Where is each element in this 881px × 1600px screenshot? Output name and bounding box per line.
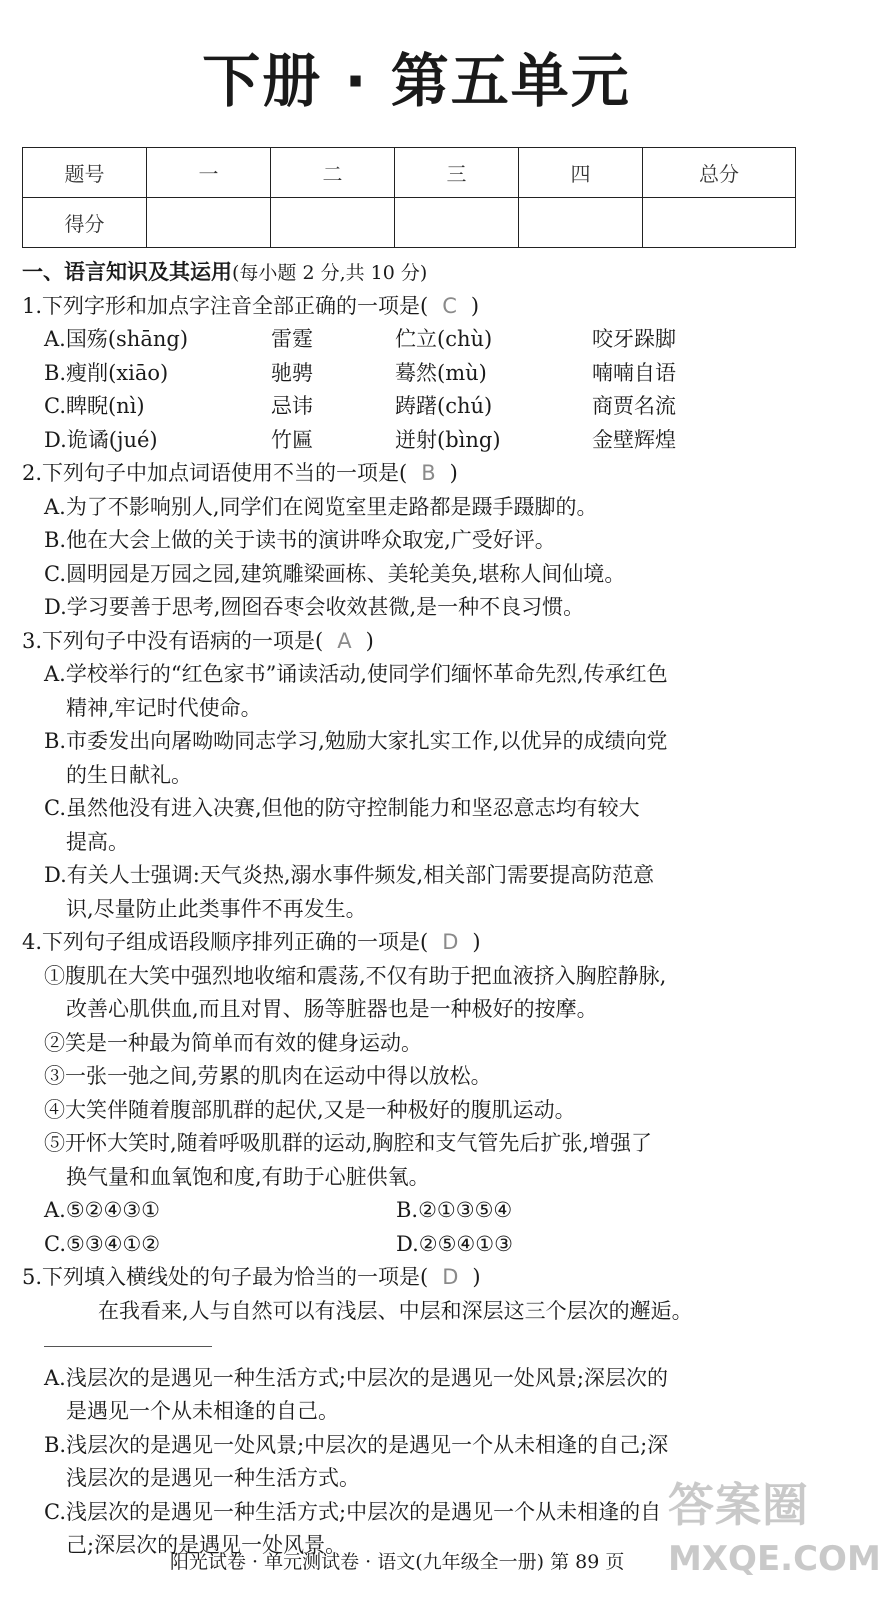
option-cell: A.⑤②④③① bbox=[44, 1198, 160, 1222]
section-title: 一、语言知识及其运用 bbox=[22, 260, 232, 284]
option-cell: D.②⑤④①③ bbox=[396, 1231, 513, 1256]
option-cell: B.瘦削(xiāo) bbox=[44, 360, 169, 385]
sentence-line: 换气量和血氧饱和度,有助于心脏供氧。 bbox=[66, 1164, 430, 1189]
sentence-line: ④大笑伴随着腹部肌群的起伏,又是一种极好的腹肌运动。 bbox=[44, 1097, 576, 1122]
score-table-cell bbox=[147, 198, 271, 248]
score-table-score-row bbox=[23, 198, 796, 248]
option-line: 浅层次的是遇见一种生活方式。 bbox=[66, 1466, 360, 1490]
option-cell: 商贾名流 bbox=[592, 394, 676, 418]
score-table-cell bbox=[271, 198, 395, 248]
option-line: 的生日献礼。 bbox=[66, 762, 192, 787]
watermark-text: 答案圈 bbox=[668, 1478, 809, 1532]
option-cell: 雷霆 bbox=[271, 327, 313, 351]
score-table-cell: 得分 bbox=[23, 198, 147, 248]
option-line: C.浅层次的是遇见一种生活方式;中层次的是遇见一个从未相逢的自 bbox=[44, 1499, 662, 1524]
option-cell: B.②①③⑤④ bbox=[396, 1198, 513, 1222]
option-cell: C.⑤③④①② bbox=[44, 1231, 161, 1256]
option-line: B.浅层次的是遇见一处风景;中层次的是遇见一个从未相逢的自己;深 bbox=[44, 1432, 669, 1457]
page-footer: 阳光试卷 · 单元测试卷 · 语文(九年级全一册) 第 89 页 bbox=[170, 1551, 625, 1573]
fill-blank-line bbox=[22, 1328, 812, 1362]
score-table-cell: 三 bbox=[395, 148, 519, 198]
option-cell: 咬牙跺脚 bbox=[592, 327, 676, 351]
score-table-cell: 二 bbox=[271, 148, 395, 198]
section-note: (每小题 2 分,共 10 分) bbox=[232, 262, 428, 284]
question-text: 1.下列字形和加点字注音全部正确的一项是( bbox=[22, 293, 429, 318]
score-table-cell: 总分 bbox=[643, 148, 796, 198]
question-1-option-row bbox=[22, 390, 812, 424]
option-line: A.浅层次的是遇见一种生活方式;中层次的是遇见一处风景;深层次的 bbox=[44, 1365, 668, 1390]
option-cell: 蓦然(mù) bbox=[395, 360, 487, 385]
question-body bbox=[22, 256, 812, 1563]
option-cell: 踌躇(chú) bbox=[395, 394, 493, 418]
option-line: 己;深层次的是遇见一处风景。 bbox=[66, 1533, 347, 1557]
answer-mark: C bbox=[442, 293, 457, 318]
option-line: B.市委发出向屠呦呦同志学习,勉励大家扎实工作,以优异的成绩向党 bbox=[44, 729, 668, 753]
score-table-cell bbox=[519, 198, 643, 248]
blank-rule bbox=[44, 1346, 212, 1347]
sentence-line: ③一张一弛之间,劳累的肌肉在运动中得以放松。 bbox=[44, 1064, 492, 1088]
section-heading bbox=[22, 256, 812, 290]
question-text: 4.下列句子组成语段顺序排列正确的一项是( bbox=[22, 930, 429, 954]
option-cell: 驰骋 bbox=[271, 360, 313, 385]
question-close: ) bbox=[365, 628, 374, 653]
question-text: 5.下列填入横线处的句子最为恰当的一项是( bbox=[22, 1265, 429, 1289]
option-line: D.学习要善于思考,囫囵吞枣会收效甚微,是一种不良习惯。 bbox=[44, 595, 585, 619]
option-cell: 迸射(bìng) bbox=[395, 427, 501, 452]
answer-mark: D bbox=[442, 1265, 459, 1289]
option-cell: C.睥睨(nì) bbox=[44, 394, 145, 418]
option-cell: D.诡谲(jué) bbox=[44, 427, 158, 452]
question-text: 3.下列句子中没有语病的一项是( bbox=[22, 628, 324, 653]
option-line: 是遇见一个从未相逢的自己。 bbox=[66, 1399, 339, 1423]
option-line: 识,尽量防止此类事件不再发生。 bbox=[66, 896, 367, 921]
option-cell: A.国殇(shāng) bbox=[44, 327, 189, 351]
option-cell: 忌讳 bbox=[271, 394, 313, 418]
option-line: D.有关人士强调:天气炎热,溺水事件频发,相关部门需要提高防范意 bbox=[44, 863, 655, 887]
sentence-line: ⑤开怀大笑时,随着呼吸肌群的运动,胸腔和支气管先后扩张,增强了 bbox=[44, 1131, 653, 1155]
option-line: C.虽然他没有进入决赛,但他的防守控制能力和坚忍意志均有较大 bbox=[44, 796, 640, 820]
option-row bbox=[22, 1194, 812, 1228]
option-line: C.圆明园是万园之园,建筑雕梁画栋、美轮美奂,堪称人间仙境。 bbox=[44, 561, 626, 586]
question-1-option-row bbox=[22, 424, 812, 458]
option-cell: 喃喃自语 bbox=[592, 360, 676, 385]
question-1-stem bbox=[22, 290, 812, 324]
page-title: 下册 · 第五单元 bbox=[202, 47, 631, 115]
score-table-cell bbox=[395, 198, 519, 248]
option-row bbox=[22, 1228, 812, 1262]
question-1-option-row bbox=[22, 323, 812, 357]
option-line: A.学校举行的“红色家书”诵读活动,使同学们缅怀革命先烈,传承红色 bbox=[44, 662, 668, 686]
score-table bbox=[22, 147, 796, 248]
question-2-stem bbox=[22, 457, 812, 491]
sentence-line: ②笑是一种最为简单而有效的健身运动。 bbox=[44, 1030, 422, 1055]
option-line: 精神,牢记时代使命。 bbox=[66, 695, 262, 720]
option-cell: 金壁辉煌 bbox=[592, 427, 676, 452]
score-table-header-row bbox=[23, 148, 796, 198]
question-close: ) bbox=[472, 1265, 481, 1289]
question-4-stem bbox=[22, 926, 812, 960]
question-close: ) bbox=[472, 930, 481, 954]
question-text: 2.下列句子中加点词语使用不当的一项是( bbox=[22, 461, 408, 485]
score-table-cell bbox=[643, 198, 796, 248]
passage-line: 在我看来,人与自然可以有浅层、中层和深层这三个层次的邂逅。 bbox=[98, 1298, 693, 1323]
answer-mark: D bbox=[442, 930, 459, 954]
question-close: ) bbox=[470, 293, 480, 318]
answer-mark: A bbox=[337, 628, 352, 653]
answer-mark: B bbox=[421, 461, 436, 485]
question-5-stem bbox=[22, 1261, 812, 1295]
sentence-line: ①腹肌在大笑中强烈地收缩和震荡,不仅有助于把血液挤入胸腔静脉, bbox=[44, 963, 667, 988]
sentence-line: 改善心肌供血,而且对胃、肠等脏器也是一种极好的按摩。 bbox=[66, 997, 598, 1021]
score-table-cell: 题号 bbox=[23, 148, 147, 198]
watermark-logo bbox=[668, 1478, 881, 1592]
option-line: 提高。 bbox=[66, 829, 129, 854]
score-table-cell: 一 bbox=[147, 148, 271, 198]
question-1-option-row bbox=[22, 357, 812, 391]
option-line: A.为了不影响别人,同学们在阅览室里走路都是蹑手蹑脚的。 bbox=[44, 494, 598, 519]
watermark-url: MXQE.COM bbox=[668, 1539, 881, 1579]
option-cell: 竹匾 bbox=[271, 427, 313, 452]
option-line: B.他在大会上做的关于读书的演讲哗众取宠,广受好评。 bbox=[44, 528, 556, 552]
score-table-cell: 四 bbox=[519, 148, 643, 198]
question-3-stem bbox=[22, 625, 812, 659]
option-cell: 伫立(chù) bbox=[395, 327, 493, 351]
question-close: ) bbox=[449, 461, 458, 485]
